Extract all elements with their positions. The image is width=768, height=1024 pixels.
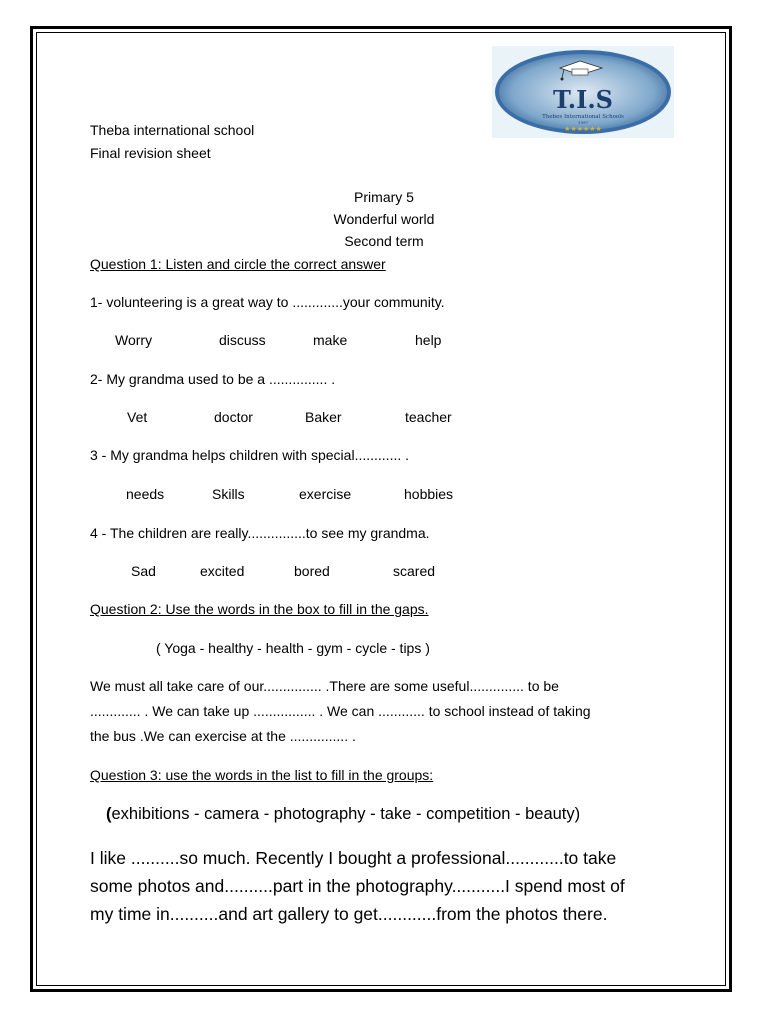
q1-item-1-option[interactable]: make [313,332,348,348]
question-3-title: Question 3: use the words in the list to fill in the groups: [90,767,434,783]
q1-item-3-option[interactable]: Skills [212,486,245,502]
q1-item-2-option[interactable]: Vet [127,409,148,425]
q1-item-3-prompt: 3 - My grandma helps children with special............ . [90,447,410,463]
q1-item-4-option[interactable]: bored [294,563,330,579]
q3-text-line-1: I like ..........so much. Recently I bought a professional............to take [90,848,617,868]
q3-word-list [106,805,580,824]
school-name: Theba international school [90,122,255,138]
q3-word-list-paren: ( [106,805,112,823]
q3-text-line-2: some photos and..........part in the photography...........I spend most of [90,876,625,896]
grade-label: Primary 5 [354,189,414,205]
q1-item-2-option[interactable]: Baker [305,409,342,425]
book-title: Wonderful world [333,211,435,227]
q3-text-line-3: my time in..........and art gallery to get............from the photos there. [90,904,608,924]
q1-item-1-option[interactable]: discuss [219,332,266,348]
logo-subtitle: Thebes International Schools [542,114,624,120]
q2-word-box: ( Yoga - healthy - health - gym - cycle - tips ) [156,640,430,656]
q1-item-3-option[interactable]: hobbies [404,486,454,502]
logo-text: T.I.S [552,85,614,114]
q1-item-1-option[interactable]: Worry [115,332,153,348]
q1-item-4-option[interactable]: Sad [131,563,156,579]
sheet-title: Final revision sheet [90,145,211,161]
q2-text-line-3: the bus .We can exercise at the ............... . [90,728,356,744]
q1-item-1-prompt: 1- volunteering is a great way to .............your community. [90,294,445,310]
q1-item-2-option[interactable]: doctor [214,409,253,425]
school-logo [492,46,674,138]
q1-item-4-option[interactable]: excited [200,563,245,579]
term-label: Second term [344,233,424,249]
q1-item-4-prompt: 4 - The children are really...............to see my grandma. [90,525,430,541]
q1-item-1-option[interactable]: help [415,332,442,348]
question-2-title: Question 2: Use the words in the box to fill in the gaps. [90,601,429,617]
q1-item-3-option[interactable]: exercise [299,486,352,502]
page-border-inner [36,32,726,986]
q1-item-2-option[interactable]: teacher [405,409,452,425]
q2-text-line-1: We must all take care of our............... .There are some useful.............. to be [90,678,559,694]
q1-item-3-option[interactable]: needs [126,486,165,502]
logo-year: 1997 [577,120,589,125]
q2-text-line-2: ............. . We can take up ................ . We can ............ to school instead of taking [90,703,591,719]
q3-word-list-text: exhibitions - camera - photography - take - competition - beauty) [111,805,581,823]
q1-item-2-prompt: 2- My grandma used to be a ............... . [90,371,336,387]
question-1-title: Question 1: Listen and circle the correct answer [90,256,386,272]
q1-item-4-option[interactable]: scared [393,563,436,579]
logo-stars: ★★★★★★ [564,125,602,133]
